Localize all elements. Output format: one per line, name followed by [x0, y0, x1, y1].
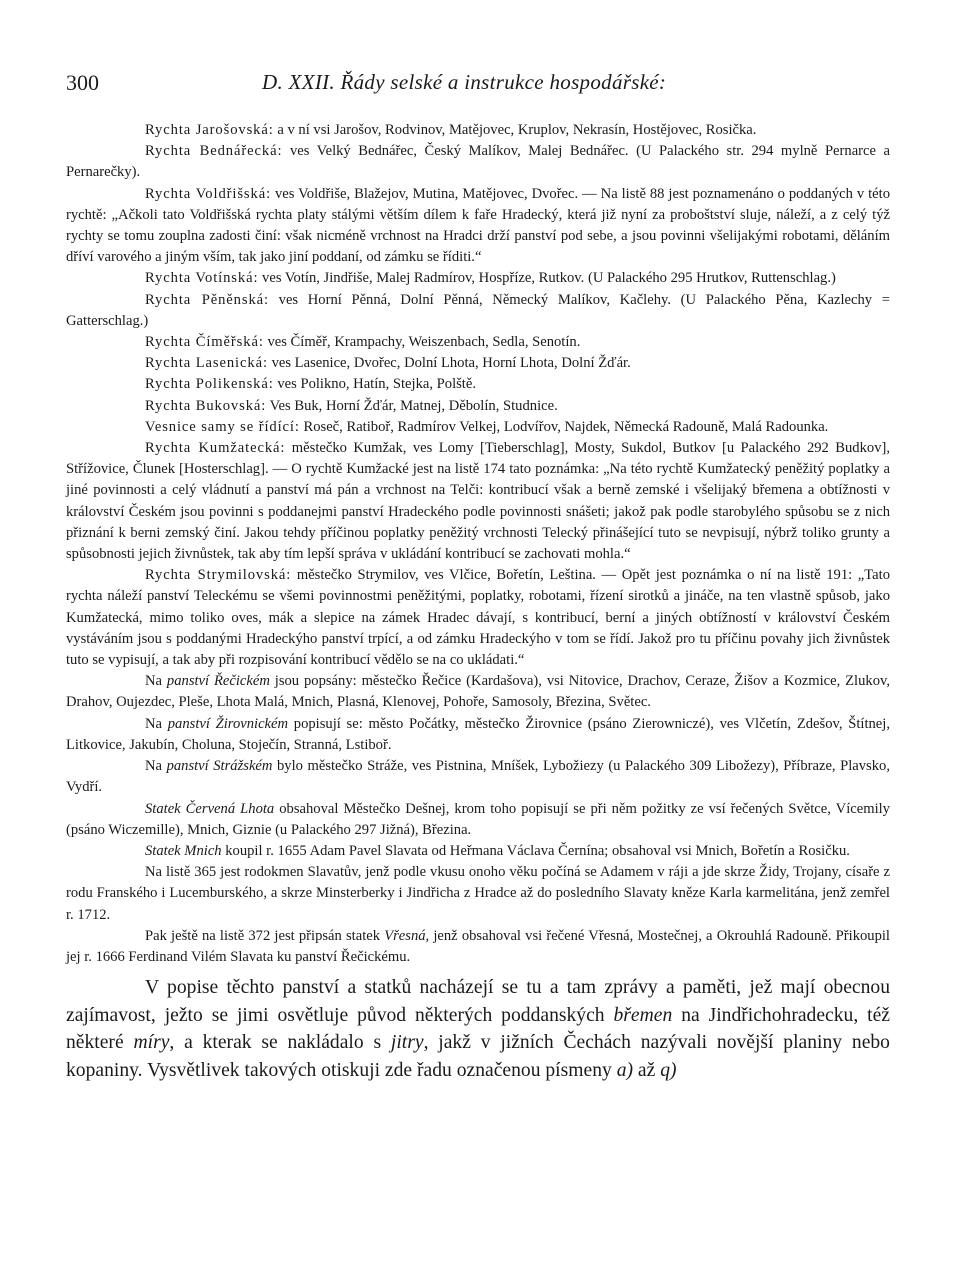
paragraph-panstvi-zirovnicke: Na panství Žirovnickém popisují se: město Počátky, městečko Žirovnice (psáno Zierowniczé), ves Vlčetín, Zdešov, Štítnej, Litkovice, Jakubín, Choluna, Stoječín, Stranná, Lstiboř. [66, 715, 890, 753]
paragraph-statek-cervena-lhota: Statek Červená Lhota obsahoval Městečko Dešnej, krom toho popisují se při něm požitky ze vsí řečených Světce, Vícemily (psáno Wiczemille), Mnich, Giznie (u Palackého 297 Jižná), Březina. [66, 800, 890, 838]
running-head: D. XXII. Řády selské a instrukce hospodářské: [262, 70, 667, 94]
paragraph-vesnice: Vesnice samy se řídící: Roseč, Ratiboř, Radmírov Velkej, Lodvířov, Najdek, Německá Radouně, Malá Radounka. [145, 418, 829, 435]
page-number: 300 [66, 70, 99, 95]
paragraph-statek-mnich: Statek Mnich koupil r. 1655 Adam Pavel Slavata od Heřmana Václava Černína; obsahoval vsi Mnich, Bořetín a Rosičku. [145, 842, 850, 859]
paragraph-polikenska: Rychta Polikenská: ves Polikno, Hatín, Stejka, Polště. [145, 376, 476, 393]
paragraph-votinska: Rychta Votínská: ves Votín, Jindřiše, Malej Radmírov, Hospříze, Rutkov. (U Palackého 295 Hrutkov, Ruttenschlag.) [145, 270, 836, 287]
page-header [66, 70, 894, 100]
paragraph-rodokmen: Na listě 365 jest rodokmen Slavatův, jenž podle vkusu onoho věku počíná se Adamem v ráji a jde skrze Židy, Trojany, císaře z rodu Franského i Lucemburského, a skrze Minsterberky i Jindřicha z Hradce až do posledního Slavaty kněze Karla karmelitána, jenž zemřel r. 1712. [66, 864, 890, 923]
paragraph-cimerska: Rychta Číměřská: ves Číměř, Krampachy, Weiszenbach, Sedla, Senotín. [145, 334, 581, 351]
paragraph-vresna: Pak ještě na listě 372 jest připsán statek Vřesná, jenž obsahoval vsi řečené Vřesná, Mostečnej, a Okrouhlá Radouně. Přikoupil jej r. 1666 Ferdinand Vilém Slavata ku panství Řečickému. [66, 927, 890, 965]
paragraph-bednarecka: Rychta Bednářecká: ves Velký Bednářec, Český Malíkov, Malej Bednářec. (U Palackého str. 294 mylně Pernarce a Pernarečky). [66, 143, 890, 181]
paragraph-voldrisska: Rychta Voldřišská: ves Voldřiše, Blažejov, Mutina, Matějovec, Dvořec. — Na listě 88 jest poznamenáno o poddaných v této rychtě: „Ačkoli tato Voldřišská rychta platy stálými větším dílem k faře Hradecký, která již nyní za proboštství sluje, náleží, a z celý týž rychty se tomu zouplna zadosti činí: však nicméně vrchnost na Hradci drží panství pod sebe, a jsou povinni všelijakými robotami, děláním dříví varového a jiným vším, tak jako jiní poddaní, od zámku se říditi.“ [66, 185, 890, 266]
paragraph-panstvi-recicke: Na panství Řečickém jsou popsány: městečko Řečice (Kardašova), vsi Nitovice, Drachov, Ceraze, Žišov a Kozmice, Zlukov, Drahov, Oujezdec, Pleše, Lhota Malá, Mnich, Plasná, Klenovej, Pohoře, Samosoly, Březina, Světec. [66, 673, 891, 711]
closing-text [66, 974, 890, 1084]
paragraph-jarosovska: Rychta Jarošovská: a v ní vsi Jarošov, Rodvinov, Matějovec, Kruplov, Nekrasín, Hostějovec, Rosička. [145, 122, 757, 138]
paragraph-strymilovska: Rychta Strymilovská: městečko Strymilov, ves Vlčice, Bořetín, Leština. — Opět jest poznámka o ní na listě 191: „Tato rychta náleží panství Teleckému se všemi povinnostmi peněžitými, poplatky, robotami, řízení sirotků a jináče, na ten vlastně spůsob, jako Kumžatecká, mimo toliko oves, mák a slepice na zámek Hradec dávají, s kontribucí, berní a jiných obtížností v království Českém vystáváním jsou s poddanými Hradeckýho panství trpící, a od zámku Hradeckýho v tom se řídí. Jakož pro tu příčinu povahy jich živnůstek tuto se vypisují, a tak aby při rozpisování kontribucí vědělo se na co ukládati.“ [66, 567, 890, 669]
page-body [66, 120, 890, 1084]
paragraph-bukovska: Rychta Bukovská: Ves Buk, Horní Žďár, Matnej, Děbolín, Studnice. [145, 397, 558, 414]
paragraph-panstvi-strazske: Na panství Strážském bylo městečko Stráže, ves Pistnina, Mníšek, Lybožiezy (u Palackého 309 Libožezy), Příbraze, Plavsko, Vydří. [66, 758, 890, 796]
paragraph-lasenicka: Rychta Lasenická: ves Lasenice, Dvořec, Dolní Lhota, Horní Lhota, Dolní Žďár. [145, 355, 631, 372]
closing-paragraph: V popise těchto panství a statků nacházejí se tu a tam zprávy a paměti, jež mají obecnou zajímavost, ježto se jimi osvětluje původ některých poddanských břemen na Jindřichohradecku, též některé míry, a kterak se nakládalo s jitry, jakž v jižních Čechách nazývali novější planiny nebo kopaniny. Vysvětlivek takových otiskuji zde řadu označenou písmeny a) až q) [66, 977, 890, 1081]
register-text [66, 120, 890, 968]
paragraph-kumzatecka: Rychta Kumžatecká: městečko Kumžak, ves Lomy [Tieberschlag], Mosty, Sukdol, Butkov [u Palackého 292 Budkov], Střížovice, Člunek [Hosterschlag]. — O rychtě Kumžacké jest na listě 174 tato poznámka: „Na této rychtě Kumžatecký peněžitý poplatky a jiné povinnosti a celý vládnutí a panství má pán a vrchnost na Telči: kontribucí však a berně zemské i všelijaký břemena a obtížnosti v království Českém jsou povinni s poddanejmi panství Hradeckého podle povinnosti snášeti; jakož pak podle starobylého spůsobu se z nich přiznání k berni zemský činí. Jakou tehdy příčinou poplatky peněžitý vrchnosti Telecký přinášející tuto se nevpisují, nýbrž toliko grunty a spůsobnosti jejich živnůstek, tak aby tím lepší správa v ukládání kontribucí se zachovati mohla.“ [66, 440, 890, 563]
paragraph-penenska: Rychta Pěněnská: ves Horní Pěnná, Dolní Pěnná, Německý Malíkov, Kačlehy. (U Palackého Pěna, Kazlechy = Gatterschlag.) [66, 291, 890, 329]
